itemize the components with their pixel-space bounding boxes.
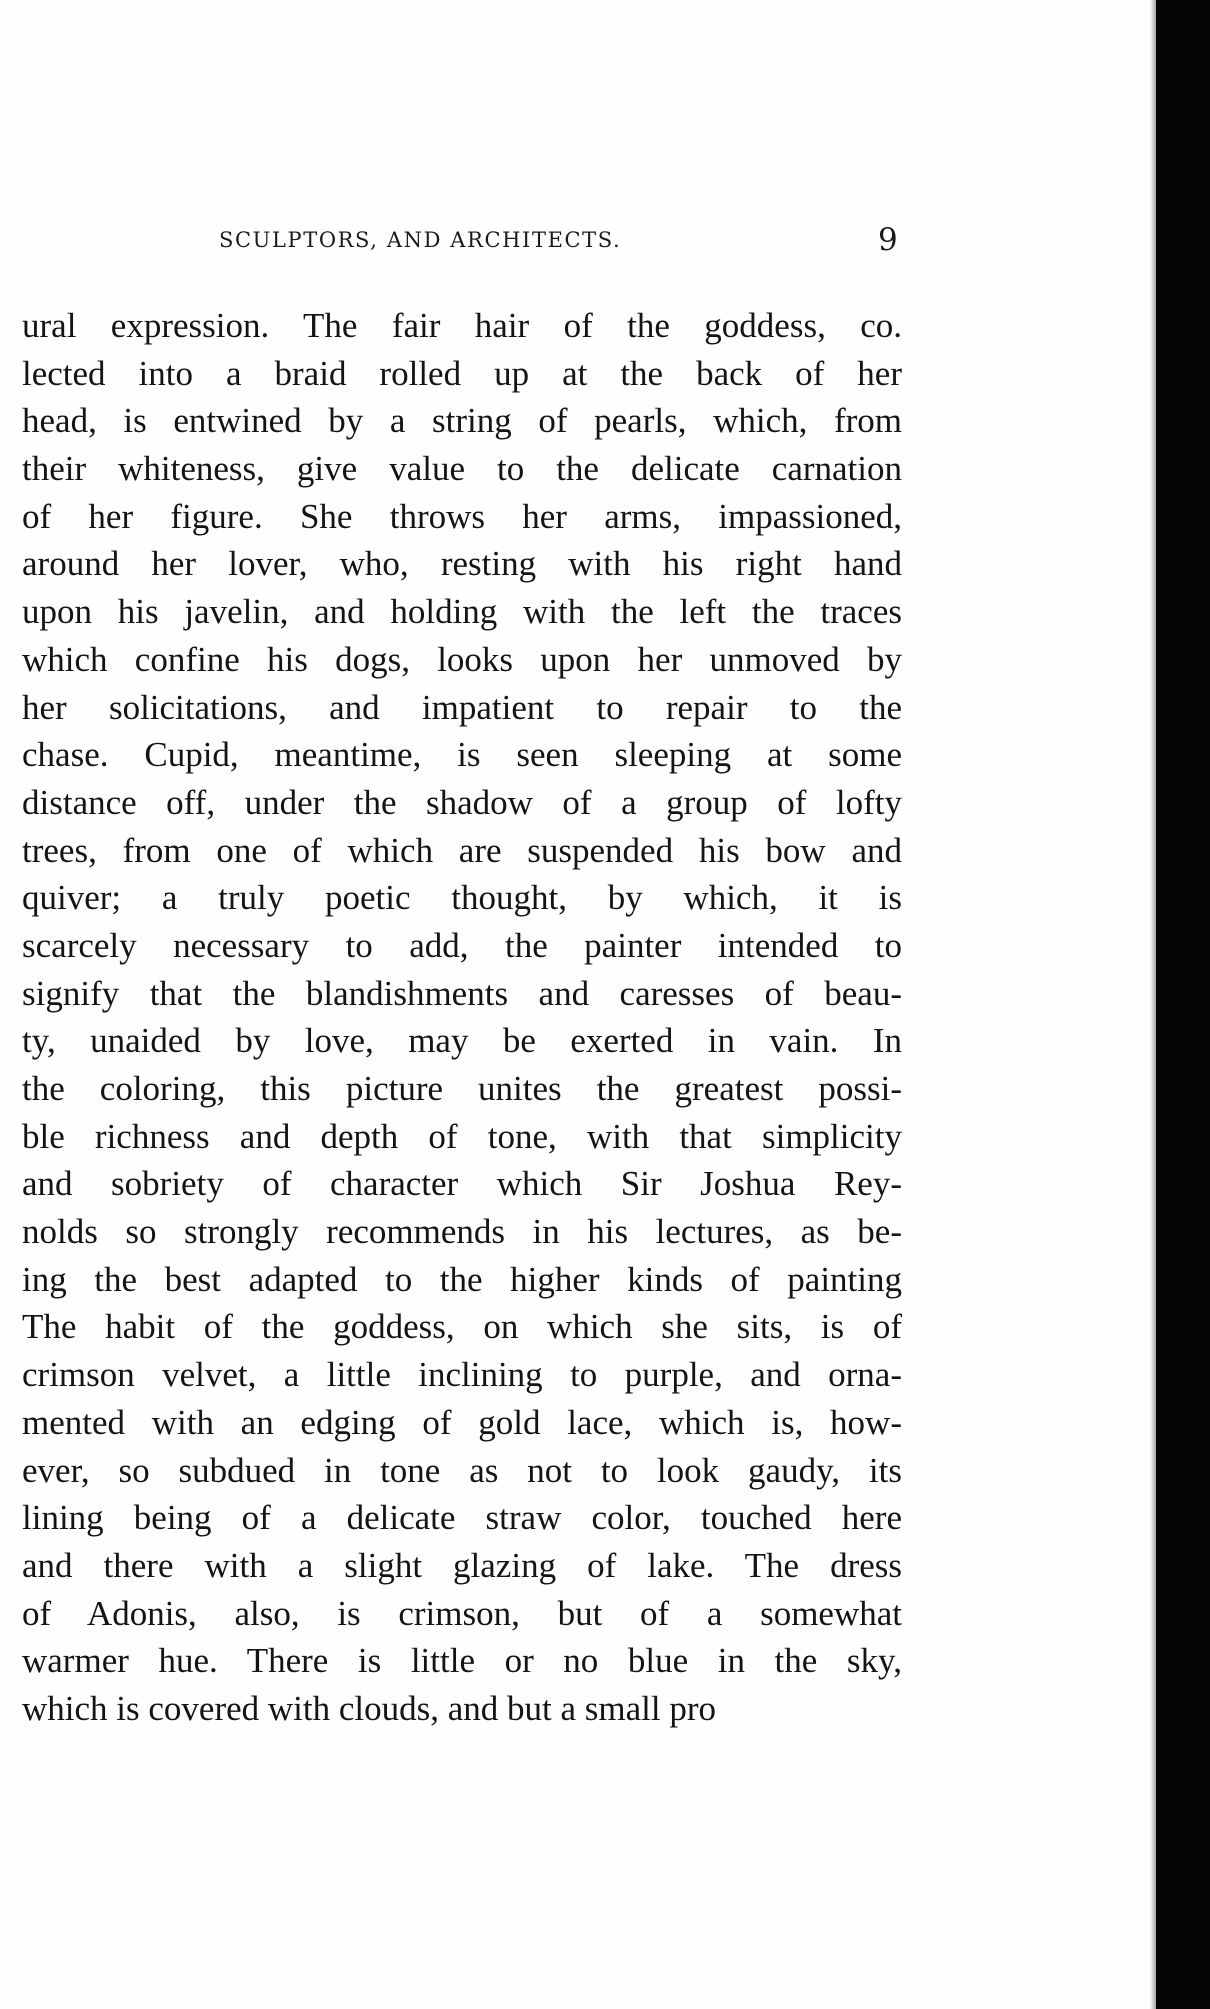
text-line: and there with a slight glazing of lake. The dress: [22, 1545, 902, 1585]
text-line: ing the best adapted to the higher kinds of painting: [22, 1259, 902, 1299]
text-line: ural expression. The fair hair of the goddess, co.: [22, 306, 902, 345]
body-text: [22, 302, 902, 1733]
text-line: the coloring, this picture unites the greatest possi-: [22, 1069, 902, 1108]
page-number: 9: [878, 222, 898, 258]
text-line: of her figure. She throws her arms, impassioned,: [22, 496, 902, 536]
text-line: trees, from one of which are suspended his bow and: [22, 830, 902, 870]
page-header: [0, 222, 1210, 262]
text-line: signify that the blandishments and caresses of beau-: [22, 973, 902, 1013]
text-line: around her lover, who, resting with his right hand: [22, 544, 902, 584]
text-line: distance off, under the shadow of a group of lofty: [22, 782, 902, 822]
text-line: quiver; a truly poetic thought, by which, it is: [22, 878, 902, 918]
text-line: their whiteness, give value to the delicate carnation: [22, 449, 902, 489]
text-line: ever, so subdued in tone as not to look gaudy, its: [22, 1450, 902, 1490]
text-line: head, is entwined by a string of pearls, which, from: [22, 401, 902, 441]
text-line: The habit of the goddess, on which she sits, is of: [22, 1307, 902, 1347]
text-line: chase. Cupid, meantime, is seen sleeping at some: [22, 735, 902, 775]
text-line: her solicitations, and impatient to repair to the: [22, 687, 902, 727]
text-line: ble richness and depth of tone, with that simplicity: [22, 1116, 902, 1156]
text-line: of Adonis, also, is crimson, but of a somewhat: [22, 1593, 902, 1633]
text-line: which is covered with clouds, and but a small pro: [22, 1688, 717, 1728]
text-line: lining being of a delicate straw color, touched here: [22, 1498, 902, 1538]
text-line: which confine his dogs, looks upon her unmoved by: [22, 639, 902, 679]
text-line: lected into a braid rolled up at the back of her: [22, 353, 902, 393]
scan-border: [1156, 0, 1210, 2009]
text-line: nolds so strongly recommends in his lectures, as be-: [22, 1212, 902, 1252]
text-line: mented with an edging of gold lace, which is, how-: [22, 1402, 902, 1442]
text-line: scarcely necessary to add, the painter intended to: [22, 925, 902, 965]
text-line: ty, unaided by love, may be exerted in vain. In: [22, 1021, 902, 1061]
running-title: SCULPTORS, AND ARCHITECTS.: [219, 228, 622, 252]
text-line: warmer hue. There is little or no blue in the sky,: [22, 1641, 902, 1681]
text-line: crimson velvet, a little inclining to purple, and orna-: [22, 1355, 902, 1395]
text-line: and sobriety of character which Sir Joshua Rey-: [22, 1164, 902, 1204]
text-line: upon his javelin, and holding with the left the traces: [22, 592, 902, 632]
